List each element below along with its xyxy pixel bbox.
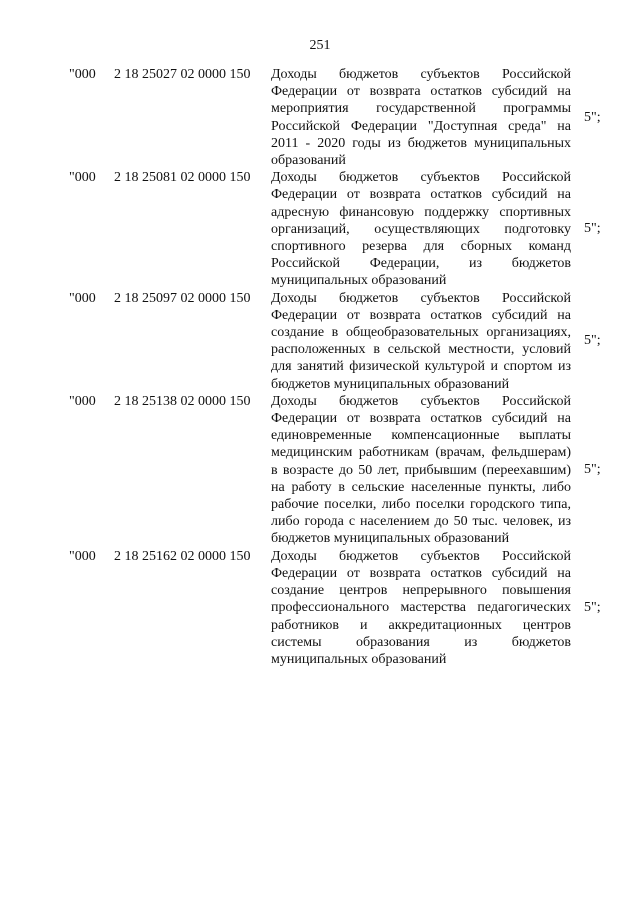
row-prefix: "000 [69, 290, 96, 306]
page-number: 251 [309, 38, 331, 53]
row-prefix: "000 [69, 548, 96, 564]
list-item [0, 393, 640, 548]
budget-code: 2 18 25162 02 0000 150 [114, 548, 251, 564]
revenue-codes-list [0, 66, 640, 668]
revenue-description: Доходы бюджетов субъектов Российской Федерации от возврата остатков субсидий на адресную финансовую поддержку спортивных организаций, осуществляющих подготовку спортивного резерва для сборных команд Российской Федерации, из бюджетов муниципальных образований [271, 170, 571, 289]
revenue-description: Доходы бюджетов субъектов Российской Федерации от возврата остатков субсидий на мероприятия государственной программы Российской Федерации "Доступная среда" на 2011 - 2020 годы из бюджетов муниципальных образований [271, 67, 571, 169]
list-item [0, 290, 640, 393]
row-suffix: 5"; [584, 109, 601, 125]
revenue-description: Доходы бюджетов субъектов Российской Федерации от возврата остатков субсидий на единовременные компенсационные выплаты медицинским работникам (врачам, фельдшерам) в возрасте до 50 лет, прибывшим (переехавшим) на работу в сельские населенные пункты, либо рабочие поселки, либо поселки городского типа, либо города с населением до 50 тыс. человек, из бюджетов муниципальных образований [271, 393, 571, 547]
budget-code: 2 18 25138 02 0000 150 [114, 393, 251, 409]
row-suffix: 5"; [584, 599, 601, 615]
revenue-description: Доходы бюджетов субъектов Российской Федерации от возврата остатков субсидий на создание в общеобразовательных организациях, расположенных в сельской местности, условий для занятий физической культурой и спортом из бюджетов муниципальных образований [271, 290, 571, 392]
list-item [0, 169, 640, 289]
row-prefix: "000 [69, 67, 96, 82]
row-prefix: "000 [69, 393, 96, 409]
revenue-description: Доходы бюджетов субъектов Российской Федерации от возврата остатков субсидий на создание центров непрерывного повышения профессионального мастерства педагогических работников и аккредитационных центров системы образования из бюджетов муниципальных образований [271, 548, 571, 667]
list-item [0, 548, 640, 668]
row-suffix: 5"; [584, 333, 601, 349]
budget-code: 2 18 25081 02 0000 150 [114, 170, 251, 186]
row-prefix: "000 [69, 170, 96, 186]
budget-code: 2 18 25097 02 0000 150 [114, 290, 251, 306]
row-suffix: 5"; [584, 221, 601, 237]
row-suffix: 5"; [584, 462, 601, 478]
budget-code: 2 18 25027 02 0000 150 [114, 67, 251, 82]
list-item [0, 66, 640, 169]
